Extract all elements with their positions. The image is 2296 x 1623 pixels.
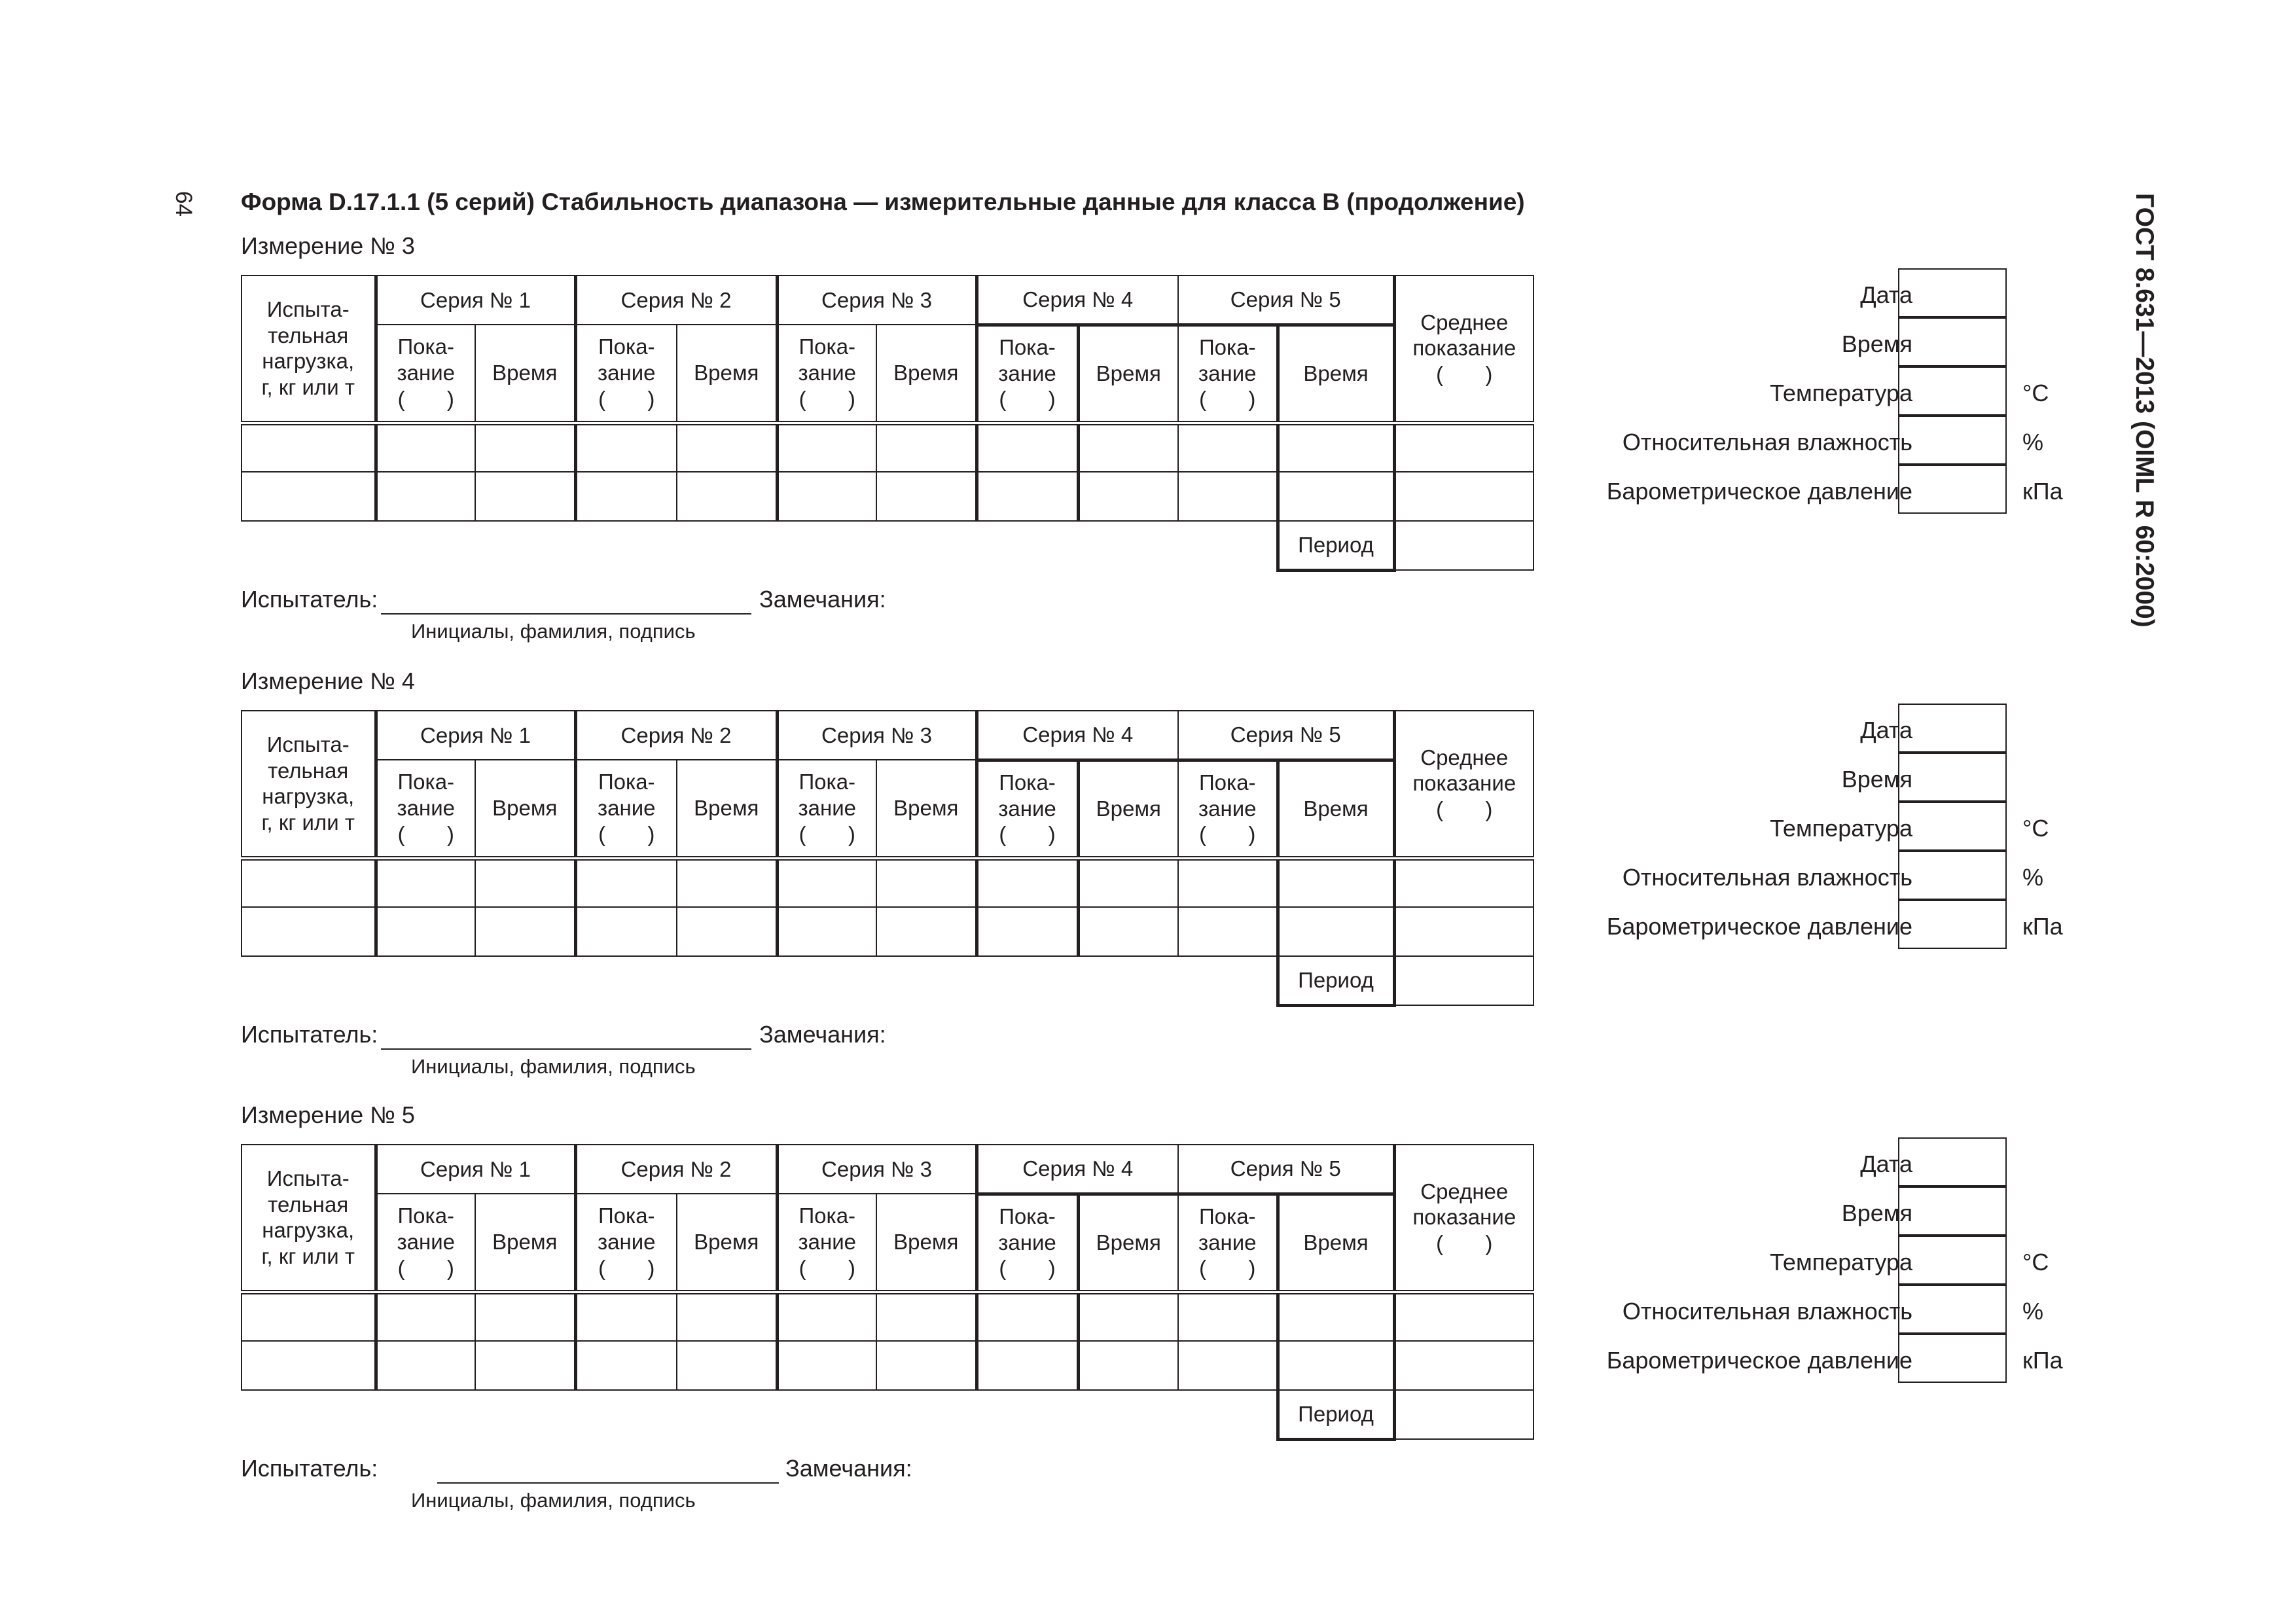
humidity-field[interactable]: [1898, 416, 2007, 465]
time-cell[interactable]: [1278, 1341, 1394, 1390]
series-header: Серия № 1: [376, 276, 575, 325]
period-value-cell[interactable]: [1394, 956, 1534, 1005]
reading-header: Пока- зание ( ): [575, 760, 677, 858]
pressure-row: [1545, 1334, 1911, 1383]
time-cell[interactable]: [1278, 423, 1394, 472]
pressure-unit: кПа: [2022, 1347, 2063, 1374]
time-cell[interactable]: [876, 1341, 977, 1390]
reading-cell[interactable]: [977, 1341, 1078, 1390]
time-header: Время: [677, 1194, 777, 1292]
reading-header: Пока- зание ( ): [777, 1194, 876, 1292]
time-cell[interactable]: [1278, 472, 1394, 521]
table-row: [242, 472, 1534, 521]
time-cell[interactable]: [876, 472, 977, 521]
reading-header: Пока- зание ( ): [777, 325, 876, 423]
humidity-field[interactable]: [1898, 1285, 2007, 1334]
average-cell[interactable]: [1394, 1341, 1534, 1390]
temperature-field[interactable]: [1898, 1236, 2007, 1285]
reading-header: Пока- зание ( ): [1178, 1194, 1278, 1292]
period-label: Период: [1278, 1390, 1394, 1439]
time-header: Время: [876, 760, 977, 858]
measurement-block: [0, 668, 2296, 1099]
series-table: [241, 1144, 1534, 1441]
table-row: [242, 1341, 1534, 1390]
series-header: Серия № 5: [1178, 1145, 1394, 1194]
tester-hint: Инициалы, фамилия, подпись: [411, 620, 696, 643]
humidity-row: [1545, 416, 1911, 465]
reading-cell[interactable]: [376, 1292, 475, 1341]
tester-label: Испытатель:: [241, 586, 378, 613]
pressure-label: Барометрическое давление: [1606, 913, 1912, 940]
series-header: Серия № 5: [1178, 276, 1394, 325]
reading-cell[interactable]: [575, 472, 677, 521]
load-cell[interactable]: [242, 423, 376, 472]
reading-header: Пока- зание ( ): [977, 1194, 1078, 1292]
series-header: Серия № 1: [376, 711, 575, 760]
reading-cell[interactable]: [575, 423, 677, 472]
time-row: [1545, 317, 1911, 366]
time-header: Время: [1278, 760, 1394, 858]
series-header: Серия № 3: [777, 276, 977, 325]
reading-cell[interactable]: [376, 472, 475, 521]
reading-cell[interactable]: [575, 907, 677, 956]
load-cell[interactable]: [242, 907, 376, 956]
reading-cell[interactable]: [376, 858, 475, 907]
reading-cell[interactable]: [376, 907, 475, 956]
time-label: Время: [1841, 766, 1912, 793]
time-cell[interactable]: [1278, 858, 1394, 907]
time-cell[interactable]: [1278, 907, 1394, 956]
time-cell[interactable]: [677, 472, 777, 521]
reading-header: Пока- зание ( ): [1178, 325, 1278, 423]
reading-header: Пока- зание ( ): [376, 1194, 475, 1292]
date-field[interactable]: [1898, 268, 2007, 317]
time-row: [1545, 1186, 1911, 1236]
reading-header: Пока- зание ( ): [575, 1194, 677, 1292]
time-cell[interactable]: [475, 907, 575, 956]
reading-header: Пока- зание ( ): [376, 325, 475, 423]
humidity-field[interactable]: [1898, 851, 2007, 900]
time-header: Время: [1278, 1194, 1394, 1292]
average-header: Среднее показание ( ): [1394, 711, 1534, 858]
reading-cell[interactable]: [1178, 472, 1278, 521]
reading-cell[interactable]: [777, 1341, 876, 1390]
tester-hint: Инициалы, фамилия, подпись: [411, 1055, 696, 1078]
pressure-field[interactable]: [1898, 900, 2007, 949]
date-label: Дата: [1860, 717, 1912, 743]
pressure-label: Барометрическое давление: [1606, 478, 1912, 505]
time-header: Время: [475, 760, 575, 858]
series-header: Серия № 1: [376, 1145, 575, 1194]
remarks-label: Замечания:: [785, 1455, 912, 1482]
series-header: Серия № 2: [575, 1145, 777, 1194]
measurement-title: Измерение № 4: [241, 668, 415, 694]
time-cell[interactable]: [677, 858, 777, 907]
temperature-field[interactable]: [1898, 366, 2007, 416]
reading-cell[interactable]: [977, 472, 1078, 521]
temperature-label: Температура: [1769, 815, 1912, 842]
reading-header: Пока- зание ( ): [1178, 760, 1278, 858]
time-field[interactable]: [1898, 753, 2007, 802]
date-field[interactable]: [1898, 704, 2007, 753]
reading-header: Пока- зание ( ): [376, 760, 475, 858]
date-row: [1545, 268, 1911, 317]
time-cell[interactable]: [475, 472, 575, 521]
average-cell[interactable]: [1394, 472, 1534, 521]
reading-cell[interactable]: [575, 1341, 677, 1390]
reading-cell[interactable]: [977, 907, 1078, 956]
average-cell[interactable]: [1394, 423, 1534, 472]
series-header: Серия № 4: [977, 276, 1178, 325]
time-cell[interactable]: [677, 1292, 777, 1341]
date-row: [1545, 1137, 1911, 1186]
time-header: Время: [475, 1194, 575, 1292]
standard-code: ГОСТ 8.631—2013 (OIML R 60:2000): [2130, 193, 2159, 628]
load-header: Испыта- тельная нагрузка, г, кг или т: [242, 711, 376, 858]
period-label: Период: [1278, 521, 1394, 570]
humidity-unit: %: [2022, 864, 2044, 891]
time-cell[interactable]: [475, 423, 575, 472]
time-cell[interactable]: [677, 907, 777, 956]
humidity-row: [1545, 1285, 1911, 1334]
time-cell[interactable]: [876, 423, 977, 472]
time-header: Время: [1078, 760, 1178, 858]
time-header: Время: [876, 1194, 977, 1292]
reading-cell[interactable]: [1178, 423, 1278, 472]
reading-cell[interactable]: [777, 858, 876, 907]
time-field[interactable]: [1898, 317, 2007, 366]
load-cell[interactable]: [242, 1292, 376, 1341]
time-cell[interactable]: [1278, 1292, 1394, 1341]
time-cell[interactable]: [677, 423, 777, 472]
time-cell[interactable]: [1078, 472, 1178, 521]
tester-hint: Инициалы, фамилия, подпись: [411, 1489, 696, 1512]
reading-cell[interactable]: [1178, 1341, 1278, 1390]
reading-cell[interactable]: [1178, 1292, 1278, 1341]
time-cell[interactable]: [475, 1292, 575, 1341]
series-header: Серия № 4: [977, 1145, 1178, 1194]
temperature-row: [1545, 1236, 1911, 1285]
humidity-label: Относительная влажность: [1622, 864, 1912, 891]
measurement-title: Измерение № 5: [241, 1101, 415, 1128]
time-cell[interactable]: [876, 907, 977, 956]
load-cell[interactable]: [242, 1341, 376, 1390]
time-cell[interactable]: [1078, 858, 1178, 907]
series-table: [241, 275, 1534, 572]
time-cell[interactable]: [1078, 1292, 1178, 1341]
temperature-unit: °C: [2022, 1249, 2049, 1275]
measurement-block: [0, 232, 2296, 664]
tester-signature-line[interactable]: [381, 1048, 751, 1050]
series-header: Серия № 4: [977, 711, 1178, 760]
load-cell[interactable]: [242, 858, 376, 907]
temperature-field[interactable]: [1898, 802, 2007, 851]
reading-cell[interactable]: [777, 907, 876, 956]
pressure-unit: кПа: [2022, 478, 2063, 505]
series-table: [241, 710, 1534, 1007]
time-header: Время: [1278, 325, 1394, 423]
table-row: [242, 858, 1534, 907]
time-cell[interactable]: [876, 1292, 977, 1341]
time-header: Время: [475, 325, 575, 423]
series-header: Серия № 2: [575, 711, 777, 760]
date-label: Дата: [1860, 281, 1912, 308]
humidity-unit: %: [2022, 429, 2044, 455]
reading-header: Пока- зание ( ): [777, 760, 876, 858]
pressure-field[interactable]: [1898, 1334, 2007, 1383]
time-header: Время: [677, 760, 777, 858]
humidity-row: [1545, 851, 1911, 900]
time-header: Время: [677, 325, 777, 423]
pressure-unit: кПа: [2022, 913, 2063, 940]
temperature-row: [1545, 802, 1911, 851]
time-header: Время: [1078, 1194, 1178, 1292]
time-cell[interactable]: [876, 858, 977, 907]
pressure-row: [1545, 900, 1911, 949]
humidity-unit: %: [2022, 1298, 2044, 1325]
average-header: Среднее показание ( ): [1394, 276, 1534, 423]
temperature-unit: °C: [2022, 815, 2049, 842]
time-cell[interactable]: [1078, 423, 1178, 472]
series-header: Серия № 2: [575, 276, 777, 325]
temperature-row: [1545, 366, 1911, 416]
average-cell[interactable]: [1394, 1292, 1534, 1341]
pressure-label: Барометрическое давление: [1606, 1347, 1912, 1374]
series-header: Серия № 3: [777, 1145, 977, 1194]
average-cell[interactable]: [1394, 858, 1534, 907]
remarks-label: Замечания:: [759, 1021, 886, 1048]
date-label: Дата: [1860, 1150, 1912, 1177]
tester-label: Испытатель:: [241, 1021, 378, 1048]
time-label: Время: [1841, 1200, 1912, 1226]
reading-cell[interactable]: [575, 858, 677, 907]
humidity-label: Относительная влажность: [1622, 1298, 1912, 1325]
time-cell[interactable]: [475, 858, 575, 907]
measurement-title: Измерение № 3: [241, 232, 415, 259]
reading-cell[interactable]: [777, 1292, 876, 1341]
time-label: Время: [1841, 330, 1912, 357]
time-cell[interactable]: [1078, 907, 1178, 956]
load-header: Испыта- тельная нагрузка, г, кг или т: [242, 1145, 376, 1292]
series-header: Серия № 5: [1178, 711, 1394, 760]
tester-signature-line[interactable]: [437, 1482, 779, 1484]
average-cell[interactable]: [1394, 907, 1534, 956]
reading-cell[interactable]: [977, 1292, 1078, 1341]
tester-signature-line[interactable]: [381, 613, 751, 615]
page-number: 64: [171, 191, 196, 217]
table-row: [242, 423, 1534, 472]
measurement-block: [0, 1101, 2296, 1533]
reading-header: Пока- зание ( ): [575, 325, 677, 423]
reading-cell[interactable]: [575, 1292, 677, 1341]
reading-cell[interactable]: [777, 472, 876, 521]
reading-header: Пока- зание ( ): [977, 760, 1078, 858]
load-cell[interactable]: [242, 472, 376, 521]
reading-cell[interactable]: [977, 858, 1078, 907]
reading-cell[interactable]: [1178, 858, 1278, 907]
document-title: Форма D.17.1.1 (5 серий) Стабильность диапазона — измерительные данные для класса B (продолжение): [241, 188, 1525, 215]
time-cell[interactable]: [1078, 1341, 1178, 1390]
load-header: Испыта- тельная нагрузка, г, кг или т: [242, 276, 376, 423]
reading-cell[interactable]: [376, 1341, 475, 1390]
pressure-row: [1545, 465, 1911, 514]
time-header: Время: [1078, 325, 1178, 423]
temperature-unit: °C: [2022, 380, 2049, 406]
reading-cell[interactable]: [977, 423, 1078, 472]
reading-cell[interactable]: [777, 423, 876, 472]
temperature-label: Температура: [1769, 380, 1912, 406]
average-header: Среднее показание ( ): [1394, 1145, 1534, 1292]
table-row: [242, 907, 1534, 956]
time-cell[interactable]: [677, 1341, 777, 1390]
date-field[interactable]: [1898, 1137, 2007, 1186]
pressure-field[interactable]: [1898, 465, 2007, 514]
temperature-label: Температура: [1769, 1249, 1912, 1275]
reading-header: Пока- зание ( ): [977, 325, 1078, 423]
remarks-label: Замечания:: [759, 586, 886, 613]
humidity-label: Относительная влажность: [1622, 429, 1912, 455]
time-cell[interactable]: [475, 1341, 575, 1390]
table-row: [242, 1292, 1534, 1341]
date-row: [1545, 704, 1911, 753]
period-value-cell[interactable]: [1394, 1390, 1534, 1439]
time-field[interactable]: [1898, 1186, 2007, 1236]
tester-label: Испытатель:: [241, 1455, 378, 1482]
reading-cell[interactable]: [1178, 907, 1278, 956]
reading-cell[interactable]: [376, 423, 475, 472]
period-label: Период: [1278, 956, 1394, 1005]
period-value-cell[interactable]: [1394, 521, 1534, 570]
time-header: Время: [876, 325, 977, 423]
series-header: Серия № 3: [777, 711, 977, 760]
time-row: [1545, 753, 1911, 802]
